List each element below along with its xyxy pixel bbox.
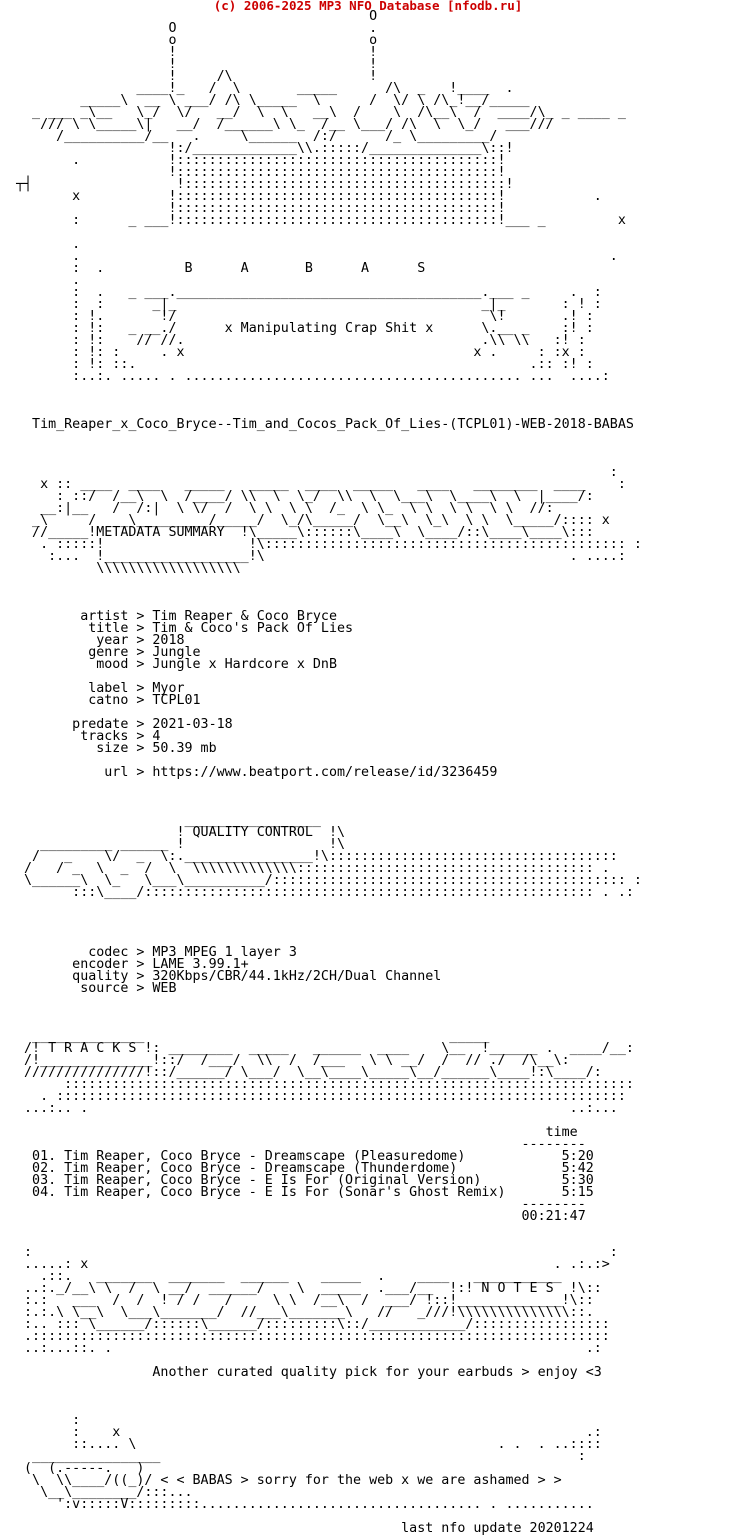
nfo-line: tracks > 4 [16, 729, 161, 744]
nfo-line: :.: ___ / / ! / / / \ \ /__\ / ___/ !::!_____________!\:: [16, 1293, 594, 1308]
nfo-line: !::::::::::::::::::::::::::::::::::::::::! [16, 201, 506, 216]
nfo-line: _____\ __ \ ___/ /\ \_____ \ / \/ \ /\_!__/_____ [16, 93, 530, 108]
nfo-line: -------- [16, 1197, 586, 1212]
nfo-line: ! QUALITY CONTROL !\ [16, 825, 345, 840]
nfo-line: last nfo update 20201224 [16, 1521, 594, 1536]
nfo-line: time [16, 1125, 578, 1140]
nfo-line: x :: ____ ____ _____ _____ ____ _____ ____ ________ ____ : [16, 477, 626, 492]
nfo-line: : !: _ __./ x Manipulating Crap Shit x \.__ _ :! : [16, 321, 594, 336]
nfo-line: source > WEB [16, 981, 177, 996]
nfo-line: \__\________/:::... [16, 1485, 193, 1500]
nfo-line: _________ ______ ! !\ [16, 837, 345, 852]
nfo-line: : [16, 1413, 81, 1428]
nfo-line: 04. Tim Reaper, Coco Bryce - E Is For (Sonar's Ghost Remix) 5:15 [16, 1185, 594, 1200]
nfo-line: ':v:::::V:::::::::................................... . ........... [16, 1497, 594, 1512]
nfo-line: year > 2018 [16, 633, 185, 648]
nfo-line: . [16, 273, 81, 288]
nfo-text-block [16, 11, 642, 1535]
nfo-line: ::::::::::::::::::::::::::::::::::::::::::::::::::::::::::::::::::::::: [16, 1077, 634, 1092]
nfo-line: \______\ \_ \___\__________/:::::::::::::::::::::::::::::::::::::::::::: : [16, 873, 642, 888]
nfo-line: : x .: [16, 1425, 602, 1440]
nfo-line: catno > TCPL01 [16, 693, 201, 708]
nfo-line: _________________ [16, 813, 321, 828]
nfo-line: url > https://www.beatport.com/release/id/3236459 [16, 765, 498, 780]
nfo-line: ! /\ ! [16, 69, 378, 84]
nfo-line: _\ / _\_________/_____/ \_/\_____/ \__\ \_\ \ \ \_____/:::: x [16, 513, 610, 528]
nfo-line: .::. _______ _______ ______ _____ . ____ ___________ [16, 1269, 562, 1284]
nfo-line: : !. !/ \! .! : [16, 309, 594, 324]
nfo-line: :::\____/:::::::::::::::::::::::::::::::::::::::::::::::::::::::: . .: [16, 885, 634, 900]
nfo-line: ( (.-----. ) [16, 1461, 145, 1476]
nfo-line: encoder > LAME 3.99.1+ [16, 957, 249, 972]
nfo-line: : !: // //. .\\ \\ :! : [16, 333, 586, 348]
nfo-line: title > Tim & Coco's Pack Of Lies [16, 621, 354, 636]
nfo-line: ________________ : [16, 1449, 586, 1464]
nfo-line: !::::::::::::::::::::::::::::::::::::::::! [16, 165, 506, 180]
nfo-line: . !::::::::::::::::::::::::::::::::::::::::! [16, 153, 506, 168]
nfo-line: 00:21:47 [16, 1209, 586, 1224]
nfo-line: 01. Tim Reaper, Coco Bryce - Dreamscape (Pleasuredome) 5:20 [16, 1149, 594, 1164]
nfo-line: predate > 2021-03-18 [16, 717, 233, 732]
nfo-line: . :::::! !\::::::::::::::::::::::::::::::::::::::::::::: : [16, 537, 642, 552]
nfo-line: :..:. ..... . .......................................... ... ....: [16, 369, 610, 384]
nfo-line: Tim_Reaper_x_Coco_Bryce--Tim_and_Cocos_Pack_Of_Lies-(TCPL01)-WEB-2018-BABAS [16, 417, 634, 432]
nfo-line: !:/_____________\\.:::::/______________\::! [16, 141, 514, 156]
nfo-line: codec > MP3 MPEG 1 layer 3 [16, 945, 297, 960]
nfo-line: \ \\____/((_)/ < < BABAS > sorry for the web x we are ashamed > > [16, 1473, 562, 1488]
nfo-line: _ ___ _\__ \_/ \/ __/ \ \ __\ / \ /\__\ / ____/\_ _ ____ _ [16, 105, 626, 120]
nfo-line: label > Myor [16, 681, 185, 696]
nfo-line: : [16, 465, 618, 480]
nfo-line: \\\\\\\\\\\\\\\\\\ [16, 561, 241, 576]
nfo-line: : !: : . x x . : :x : [16, 345, 586, 360]
nfo-line: ______________ _____ [16, 1029, 490, 1044]
nfo-line: ! ! [16, 45, 378, 60]
nfo-line: : !: ::. .:: :! : [16, 357, 594, 372]
nfo-line: : . B A B A S [16, 261, 426, 276]
nfo-line: x !::::::::::::::::::::::::::::::::::::::::! . [16, 189, 602, 204]
nfo-line: //_____!METADATA SUMMARY !\_____\::::::\____\ \____/::\____\____\::: [16, 525, 594, 540]
nfo-line: : : [16, 1245, 618, 1260]
nfo-line: ____!_ / \ _____ /\ _ !____ . [16, 81, 514, 96]
nfo-line: . ::::::::::::::::::::::::::::::::::::::::::::::::::::::::::::::::::::::: [16, 1089, 626, 1104]
nfo-line: o o [16, 33, 378, 48]
nfo-line: ...:.. . ..:... [16, 1101, 618, 1116]
nfo-line: ┬┤ !::::::::::::::::::::::::::::::::::::::::! [16, 177, 514, 192]
nfo-line: size > 50.39 mb [16, 741, 217, 756]
nfo-line: : . _ ___.______________________________________.___ _ . : [16, 285, 602, 300]
nfo-line: :.. ::: \______/::::::\______/:::::::::\::/____________/::::::::::::::::: [16, 1317, 610, 1332]
nfo-line: :... !__________________!\ . ....: [16, 549, 626, 564]
nfo-line: .:::::::::::::::::::::::::::::::::::::::::::::::::::::::::::::::::::::::: [16, 1329, 610, 1344]
nfo-line: O . [16, 21, 378, 36]
nfo-line: . [16, 237, 81, 252]
nfo-line: /// \ \_____\| __/ /______\ \_ /__ \___/ /\ \ \_/ ___/// [16, 117, 562, 132]
nfo-line: /! T R A C K S !: ________ _____ ______ ____ \__ !______ . ____/__: [16, 1041, 634, 1056]
nfo-line: ::.... \ . . . ..:::: [16, 1437, 602, 1452]
nfo-line: artist > Tim Reaper & Coco Bryce [16, 609, 337, 624]
nfo-line: ! ! [16, 57, 378, 72]
nfo-line: 02. Tim Reaper, Coco Bryce - Dreamscape (Thunderdome) 5:42 [16, 1161, 594, 1176]
nfo-line: : _ ___!::::::::::::::::::::::::::::::::::::::::!___ _ x [16, 213, 626, 228]
nfo-line: mood > Jungle x Hardcore x DnB [16, 657, 337, 672]
nfo-line: ..:...::. . .: [16, 1341, 602, 1356]
nfo-line: 03. Tim Reaper, Coco Bryce - E Is For (Original Version) 5:30 [16, 1173, 594, 1188]
nfo-line: __:|__ / /:| \ \/ / \ \ \ \ /_ \ \_ \ \ \ \ \ \ //: [16, 501, 554, 516]
nfo-line: : : _|_ _|_ : ! : [16, 297, 602, 312]
nfo-line: : ::/ /__\ \ /____/ \\ \ \_/ \\ \ \___\ \____\ \ |____/: [16, 489, 594, 504]
nfo-line: .....: x . .:.:> [16, 1257, 610, 1272]
nfo-line: quality > 320Kbps/CBR/44.1kHz/2CH/Dual Channel [16, 969, 442, 984]
site-header: (c) 2006-2025 MP3 NFO Database [nfodb.ru] [213, 0, 523, 13]
nfo-line: . . [16, 249, 618, 264]
nfo-line: ..:._/__\ \ / \ __/ ______/ \ _____ .___/__ !:! N O T E S !\:: [16, 1281, 602, 1296]
nfo-line: -------- [16, 1137, 586, 1152]
nfo-line: O [16, 9, 378, 24]
nfo-line: / _ \/ _ \:.________________!\:::::::::::::::::::::::::::::::::::: [16, 849, 618, 864]
nfo-line: :.:.\ \__\ \___\_______/ //___\_______\ // _///!\\\\\\\\\\\\\\::. [16, 1305, 594, 1320]
nfo-line: /!______________!::/ /___/ \\ / /___ \ \ __/ / // ./ /\__\: [16, 1053, 570, 1068]
nfo-line: ///////////////!::/______/ \___/ \__\____\_____\__/______\____!:\____/: [16, 1065, 602, 1080]
nfo-line: /__________/__ . \______ /:/ /_ \_________/ [16, 129, 498, 144]
nfo-line: / / _ \ _ / \ \\\\\\\\\\\\\::::::::::::::::::::::::::::::::::::: . [16, 861, 610, 876]
nfo-line: Another curated quality pick for your earbuds > enjoy <3 [16, 1365, 602, 1380]
nfo-line: genre > Jungle [16, 645, 201, 660]
